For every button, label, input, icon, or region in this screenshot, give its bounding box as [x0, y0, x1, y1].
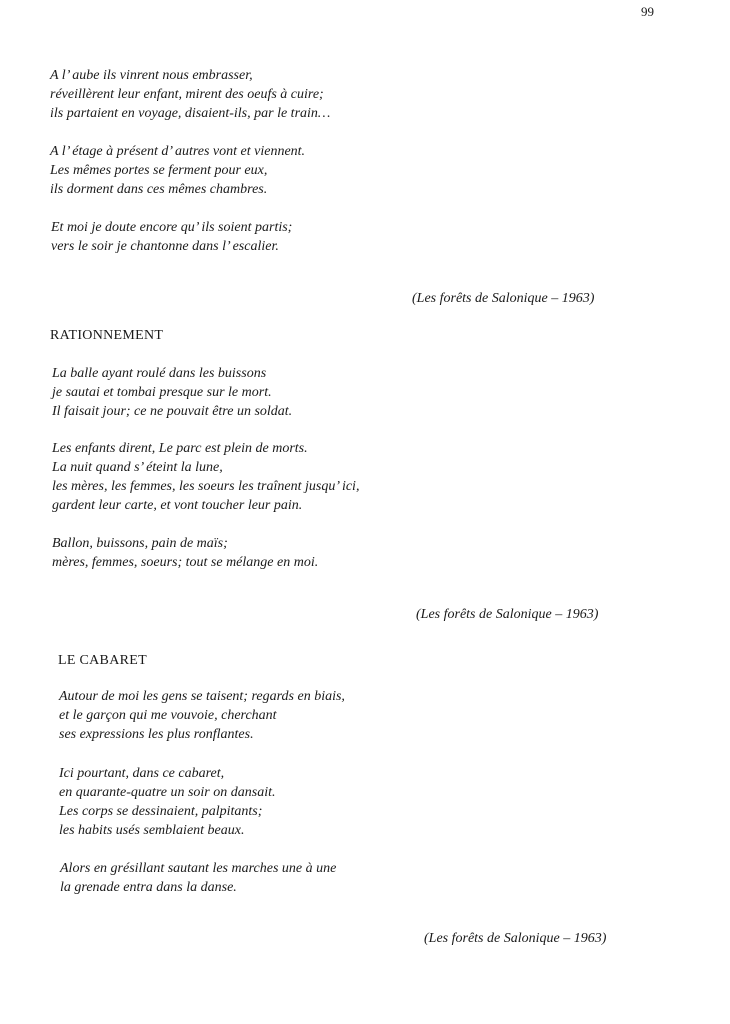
poem-line: Les mêmes portes se ferment pour eux, [50, 163, 268, 178]
poem-line: Et moi je doute encore qu’ ils soient partis; [51, 220, 293, 235]
poem-stanza [50, 142, 305, 199]
poem-line: réveillèrent leur enfant, mirent des oeufs à cuire; [50, 87, 324, 102]
poem-stanza [52, 439, 359, 515]
poem-line: La balle ayant roulé dans les buissons [52, 366, 267, 381]
poem-stanza [59, 764, 275, 840]
poem-line: Autour de moi les gens se taisent; regards en biais, [59, 689, 345, 704]
poem-stanza [51, 218, 292, 256]
poem-line: ils partaient en voyage, disaient-ils, par le train… [50, 106, 331, 121]
poem-line: en quarante-quatre un soir on dansait. [59, 785, 276, 800]
poem-line: je sautai et tombai presque sur le mort. [52, 385, 272, 400]
poem-line: Ici pourtant, dans ce cabaret, [59, 766, 225, 781]
poem-title: RATIONNEMENT [50, 328, 164, 343]
poem-line: gardent leur carte, et vont toucher leur pain. [52, 498, 303, 513]
poem-title: LE CABARET [58, 653, 147, 668]
poem-line: la grenade entra dans la danse. [60, 880, 237, 895]
poem-line: A l’ aube ils vinrent nous embrasser, [50, 68, 253, 83]
poem-stanza [52, 364, 292, 421]
source-citation: (Les forêts de Salonique – 1963) [412, 291, 595, 306]
poem-line: Les corps se dessinaient, palpitants; [59, 804, 263, 819]
poem-line: Alors en grésillant sautant les marches une à une [60, 861, 337, 876]
poem-line: ils dorment dans ces mêmes chambres. [50, 182, 268, 197]
poem-stanza [59, 687, 345, 744]
poem-line: et le garçon qui me vouvoie, cherchant [59, 708, 277, 723]
poem-stanza [60, 859, 336, 897]
poem-line: les mères, les femmes, les soeurs les traînent jusqu’ ici, [52, 479, 360, 494]
poem-line: Il faisait jour; ce ne pouvait être un soldat. [52, 404, 293, 419]
poem-line: ses expressions les plus ronflantes. [59, 727, 254, 742]
page-number: 99 [641, 4, 654, 19]
source-citation: (Les forêts de Salonique – 1963) [416, 607, 599, 622]
poem-line: Ballon, buissons, pain de maïs; [52, 536, 228, 551]
poem-line: les habits usés semblaient beaux. [59, 823, 245, 838]
poem-line: mères, femmes, soeurs; tout se mélange en moi. [52, 555, 319, 570]
poem-stanza [50, 66, 330, 123]
poem-line: La nuit quand s’ éteint la lune, [52, 460, 223, 475]
poem-line: vers le soir je chantonne dans l’ escalier. [51, 239, 279, 254]
poem-stanza [52, 534, 318, 572]
poem-line: Les enfants dirent, Le parc est plein de morts. [52, 441, 308, 456]
poem-line: A l’ étage à présent d’ autres vont et viennent. [50, 144, 306, 159]
source-citation: (Les forêts de Salonique – 1963) [424, 931, 607, 946]
